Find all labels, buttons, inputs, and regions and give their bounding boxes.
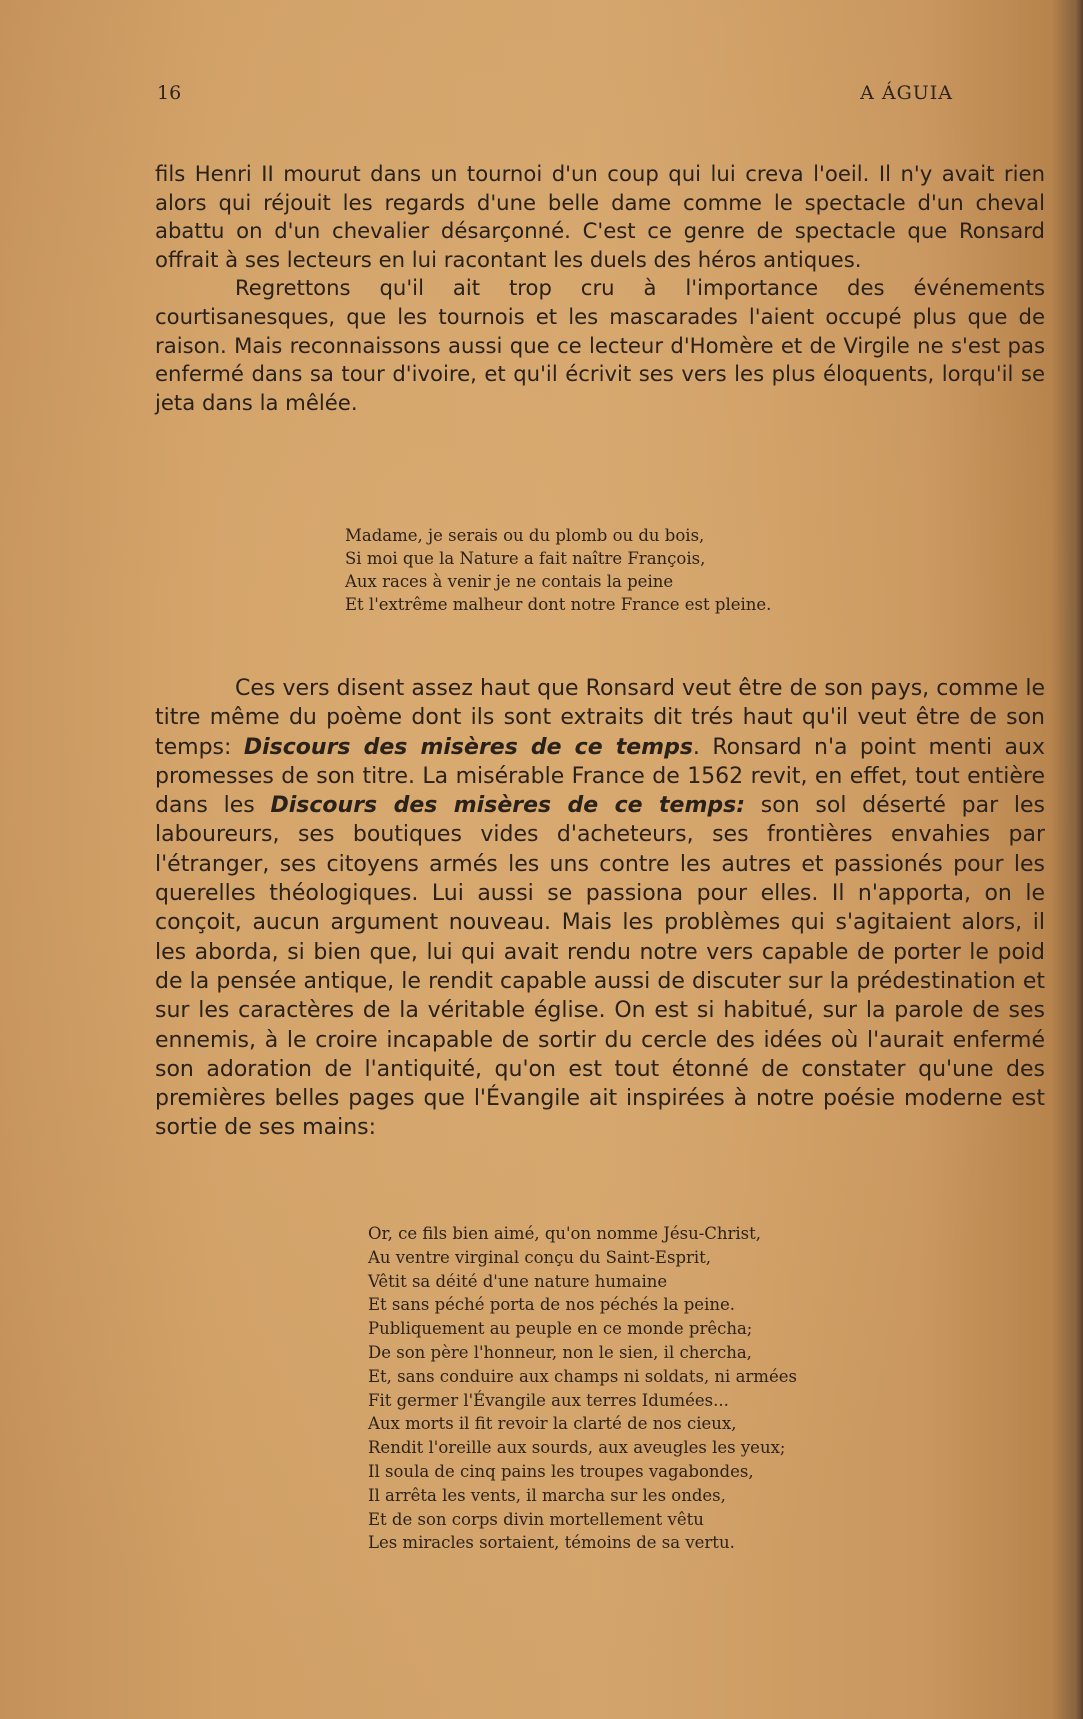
page-header [157,82,953,112]
paragraph-2-part-2: . Ronsard n'a point menti aux promesses de son titre. La misérable France de 1562 revit, en effet, tout entière dans les [155,734,1045,819]
work-title: Discours des misères de ce temps [243,734,693,760]
verse-line: Publiquement au peuple en ce monde prêcha; [368,1319,753,1339]
verse-line: Aux races à venir je ne contais la peine [345,572,674,591]
page-number: 16 [157,82,182,104]
verse-line: Madame, je serais ou du plomb ou du bois, [345,526,705,545]
verse-line: Et sans péché porta de nos péchés la peine. [368,1295,735,1315]
first-prose-block [155,160,1045,417]
verse-line: Si moi que la Nature a fait naître François, [345,549,706,568]
verse-line: Il arrêta les vents, il marcha sur les ondes, [368,1485,726,1505]
verse-line: Rendit l'oreille aux sourds, aux aveugles les yeux; [368,1438,786,1458]
second-prose-block [155,674,1045,1143]
verse-line: Au ventre virginal conçu du Saint-Esprit, [368,1247,712,1267]
paragraph-2 [155,674,1045,1143]
paragraph-2-part-1: Ces vers disent assez haut que Ronsard veut être de son pays, comme le titre même du poème dont ils sont extraits dit trés haut qu'il veut être de son temps: [155,676,1045,760]
work-title: Discours des misères de ce temps: [270,793,746,819]
verse-quote-1 [345,524,771,616]
verse-line: Or, ce fils bien aimé, qu'on nomme Jésu-Christ, [368,1224,762,1243]
paragraph-1-a: fils Henri II mourut dans un tournoi d'un coup qui lui creva l'oeil. Il n'y avait rien alors qui réjouit les regards d'une belle dame comme le spectacle d'un cheval abattu on d'un chevalier désarçonné. C'est ce genre de spectacle que Ronsard offrait à ses lecteurs en lui racontant les duels des héros antiques. [155,161,1045,272]
paragraph-1-b: Regrettons qu'il ait trop cru à l'importance des événements courtisanesques, que les tournois et les mascarades l'aient occupé plus que de raison. Mais reconnaissons aussi que ce lecteur d'Homère et de Virgile ne s'est pas enfermé dans sa tour d'ivoire, et qu'il écrivit ses vers les plus éloquents, lorqu'il se jeta dans la mêlée. [155,275,1045,415]
verse-line: Les miracles sortaient, témoins de sa vertu. [368,1533,735,1553]
verse-line: Vêtit sa déité d'une nature humaine [368,1271,668,1291]
page-edge [1069,0,1083,1719]
paragraph-2-part-3: son sol déserté par les laboureurs, ses boutiques vides d'acheteurs, ses frontières envahies par l'étranger, ses citoyens armés les uns contre les autres et passionés pour les querelles théologiques. Lui aussi se passiona pour elles. Il n'apporta, on le conçoit, aucun argument nouveau. Mais les problèmes qui s'agitaient alors, il les aborda, si bien que, lui qui avait rendu notre vers capable de porter le poid de la pensée antique, le rendit capable aussi de discuter sur la prédestination et sur les caractères de la véritable église. On est si habitué, sur la parole de ses ennemis, à le croire incapable de sortir du cercle des idées où l'aurait enfermé son adoration de l'antiquité, qu'on est tout étonné de constater qu'une des premières belles pages que l'Évangile ait inspirées à notre poésie moderne est sortie de ses mains: [155,793,1046,1141]
verse-line: Aux morts il fit revoir la clarté de nos cieux, [368,1414,737,1434]
verse-line: Et de son corps divin mortellement vêtu [368,1509,704,1529]
verse-line: Et, sans conduire aux champs ni soldats, ni armées [368,1366,797,1386]
verse-quote-2 [368,1222,797,1555]
verse-line: Fit germer l'Évangile aux terres Idumées... [368,1390,729,1410]
running-title: A ÁGUIA [860,82,953,104]
verse-line: Il soula de cinq pains les troupes vagabondes, [368,1461,754,1481]
verse-line: Et l'extrême malheur dont notre France est pleine. [345,595,772,614]
verse-line: De son père l'honneur, non le sien, il chercha, [368,1342,752,1362]
